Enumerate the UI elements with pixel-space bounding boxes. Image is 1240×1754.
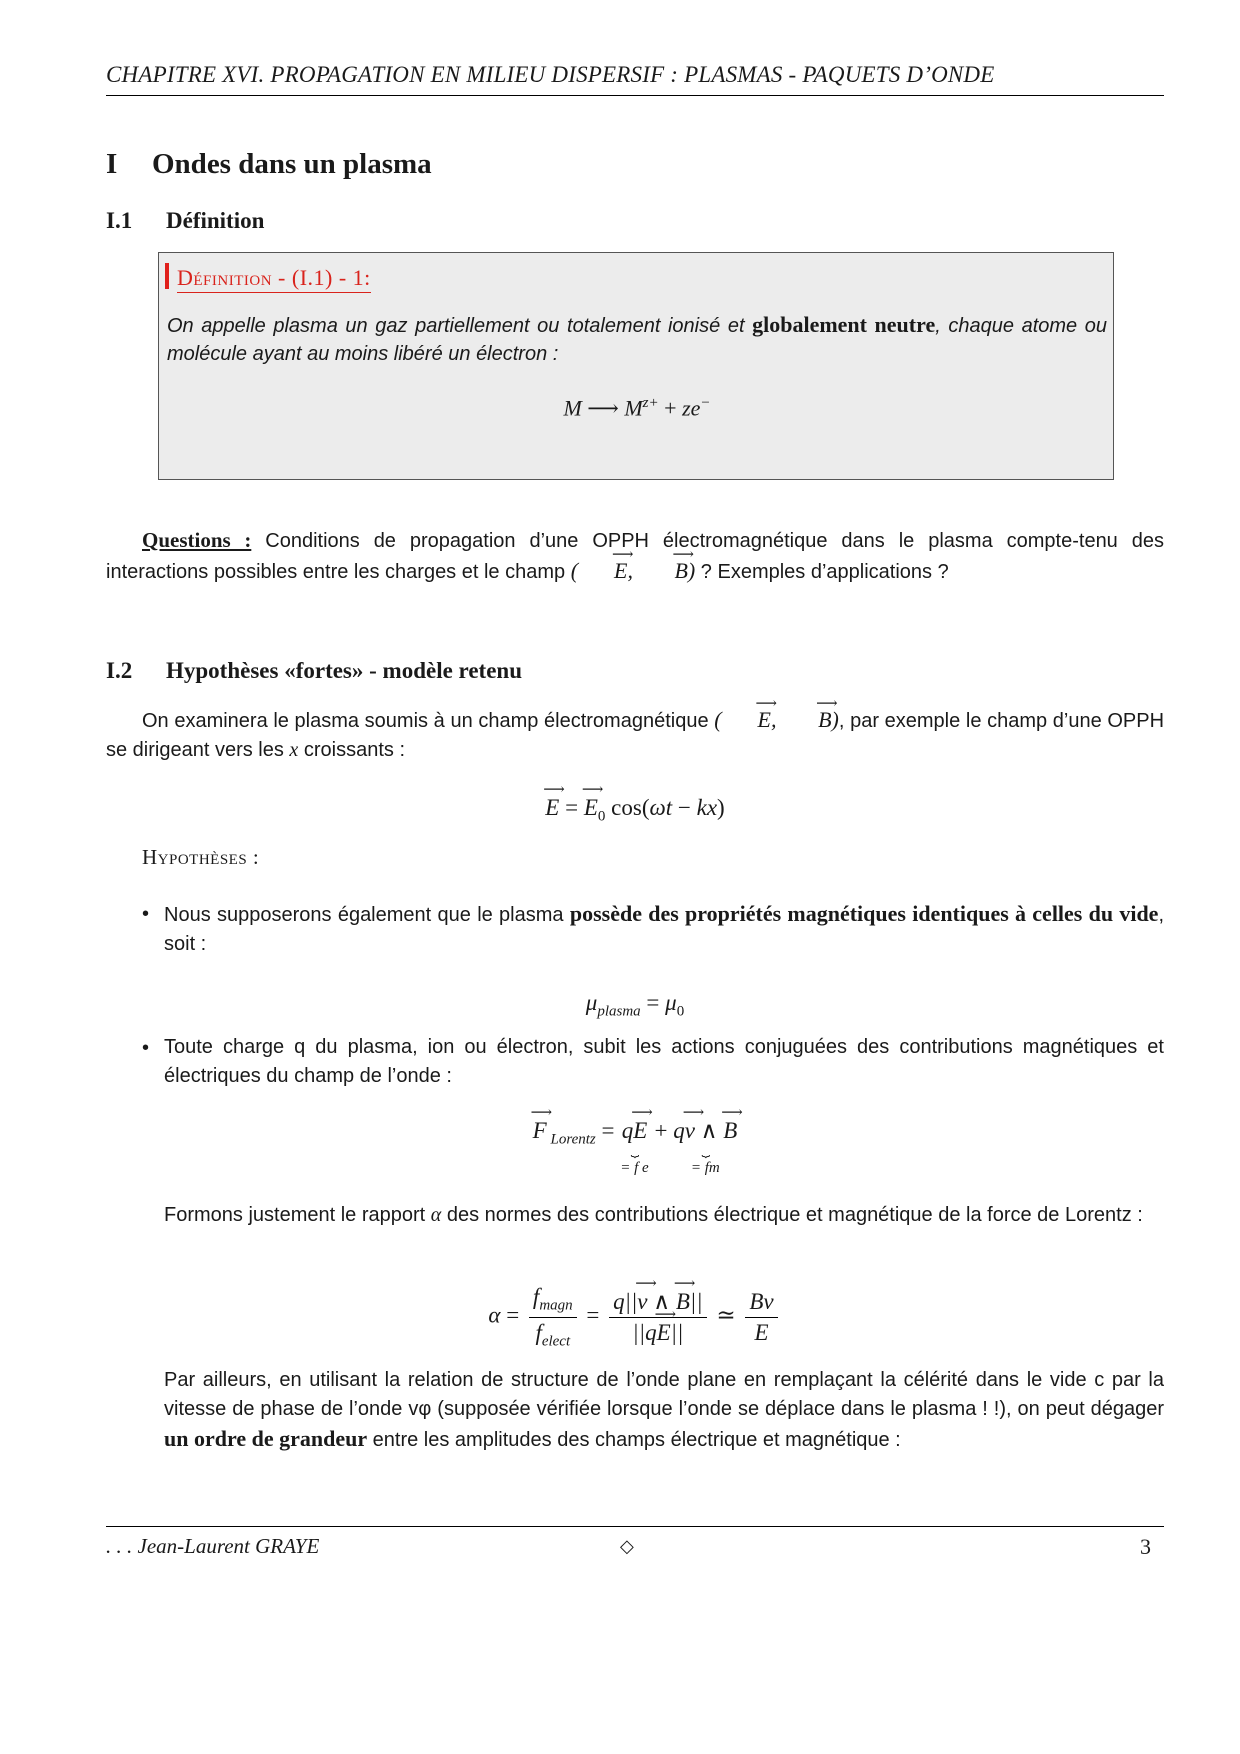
lorentz-equation: ⟶ F $_{Lorentz}$ = q⟶ E ⏟ = f e + q⟶ v ∧ ⟶ B ⏟ = fm <box>106 1118 1164 1177</box>
definition-marker <box>165 263 169 289</box>
questions-text: Conditions de propagation d’une OPPH électromagnétique dans le plasma compte-tenu des interactions possibles entre les charges et le champ (⟶ E, ⟶ B) ? Exemples d’applications ? <box>106 530 1164 583</box>
bullet-dot-2: • <box>142 1037 150 1059</box>
footer-author: . . . Jean-Laurent GRAYE <box>106 1534 320 1558</box>
subsection-number-1: I.1 <box>106 208 133 233</box>
brace-label-fm: = fm <box>690 1160 720 1176</box>
intro-paragraph: On examinera le plasma soumis à un champ électromagnétique (⟶ E, ⟶ B), par exemple le champ d’une OPPH se dirigeant vers les x croissants : <box>106 705 1164 765</box>
field-equation: ⟶ E = ⟶ $E_0$ cos(ωt − kx) <box>106 795 1164 826</box>
section-heading <box>106 148 432 181</box>
footer-diamond-icon: ◇ <box>620 1536 634 1556</box>
running-header: CHAPITRE XVI. PROPAGATION EN MILIEU DISPERSIF : PLASMAS - PAQUETS D’ONDE <box>106 62 995 87</box>
structure-paragraph: Par ailleurs, en utilisant la relation de structure de l’onde plane en remplaçant la célérité dans le vide c par la vitesse de phase de l’onde vφ (supposée vérifiée lorsque l’onde se déplace dans le plasma ! !), on peut dégager un ordre de grandeur entre les amplitudes des champs électrique et magnétique : <box>164 1369 1164 1451</box>
alpha-equation: α = $\frac{f_{magn}}{f_{elect}}$ = $\frac{q||⟶ v \wedge ⟶ B||}{||q⟶ E||}$ ≃ $\frac{Bv}{E}$ <box>106 1284 1164 1350</box>
section-number: I <box>106 148 118 180</box>
definition-equation: M ⟶ $M^{z+} + ze^-$ <box>563 395 711 421</box>
bullet1-bold: possède des propriétés magnétiques identiques à celles du vide <box>569 901 1159 926</box>
section-title: Ondes dans un plasma <box>152 148 432 180</box>
bullet-text-1: Nous supposerons également que le plasma possède des propriétés magnétiques identiques à celles du vide, soit : <box>164 901 1165 955</box>
mu-equation: $\mu_{plasma} = \mu_0$ <box>585 990 685 1020</box>
subsection-number-2: I.2 <box>106 658 133 683</box>
footer-rule <box>106 1526 1164 1527</box>
subsection-heading-2 <box>106 658 522 684</box>
subsection-title-1: Définition <box>166 208 265 233</box>
order-of-magnitude-bold: un ordre de grandeur <box>164 1426 368 1451</box>
subsection-title-2: Hypothèses «fortes» - modèle retenu <box>166 658 523 683</box>
bullet-dot-1: • <box>142 903 150 925</box>
definition-bold: globalement neutre <box>752 312 936 337</box>
definition-text: On appelle plasma un gaz partiellement ou totalement ionisé et globalement neutre, chaque atome ou molécule ayant au moins libéré un électron : <box>167 312 1107 365</box>
subsection-heading-1 <box>106 208 264 234</box>
hypotheses-label: Hypothèses : <box>142 845 260 869</box>
page-number: 3 <box>1140 1534 1151 1559</box>
questions-paragraph <box>106 526 1164 587</box>
ratio-paragraph: Formons justement le rapport α des normes des contributions électrique et magnétique de la force de Lorentz : <box>164 1204 1143 1226</box>
header-rule <box>106 95 1164 96</box>
questions-label: Questions : <box>142 528 252 552</box>
definition-box <box>158 252 1114 480</box>
definition-title: Définition - (I.1) - 1: <box>177 265 371 291</box>
bullet-text-2: Toute charge q du plasma, ion ou électron, subit les actions conjuguées des contributions magnétiques et électriques du champ de l’onde : <box>164 1036 1164 1087</box>
brace-label-fe: = f e <box>620 1160 649 1176</box>
